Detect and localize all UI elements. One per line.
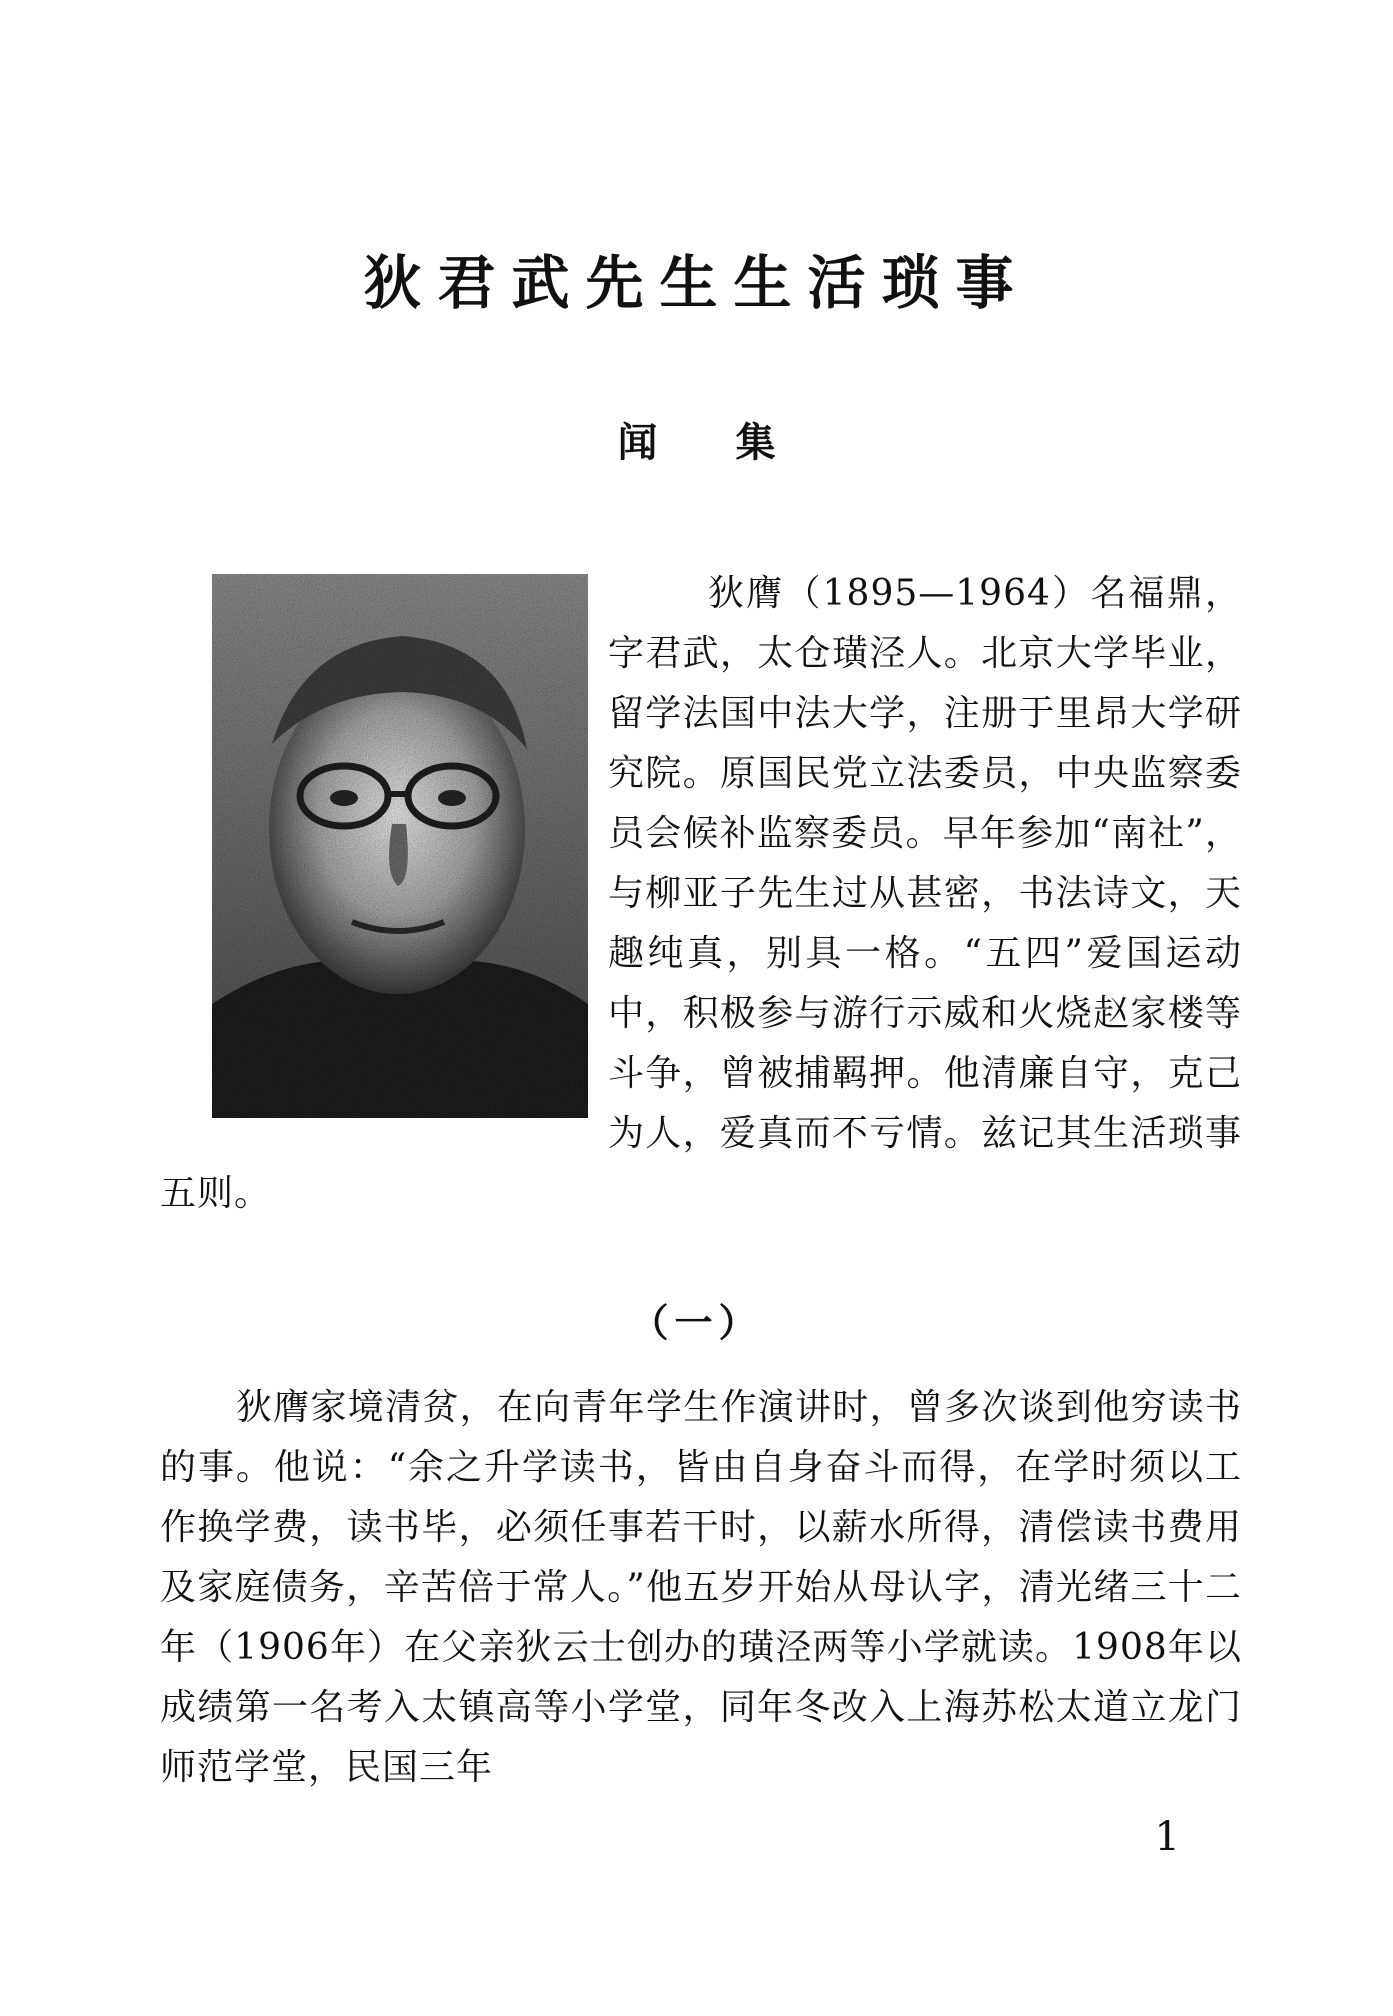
section-heading: （一） xyxy=(630,1301,763,1345)
body-block xyxy=(160,1378,1242,1798)
article-title: 狄君武先生生活琐事 xyxy=(363,249,1030,317)
section-paragraph: 狄膺家境清贫，在向青年学生作演讲时，曾多次谈到他穷读书的事。他说：“余之升学读书，皆由自身奋斗而得，在学时须以工作换学费，读书毕，必须任事若干时，以薪水所得，清偿读书费用及家庭债务，辛苦倍于常人。”他五岁开始从母认字，清光绪三十二年（1906年）在父亲狄云士创办的璜泾两等小学就读。1908年以成绩第一名考入太镇高等小学堂，同年冬改入上海苏松太道立龙门师范学堂，民国三年 xyxy=(160,1387,1242,1788)
intro-paragraph: 狄膺（1895—1964）名福鼎，字君武，太仓璜泾人。北京大学毕业，留学法国中法大学，注册于里昂大学研究院。原国民党立法委员，中央监察委员会候补监察委员。早年参加“南社”，与柳亚子先生过从甚密，书法诗文，天趣纯真，别具一格。“五四”爱国运动中，积极参与游行示威和火烧赵家楼等斗争，曾被捕羁押。他清廉自守，克己为人，爱真而不亏情。兹记其生活琐事五则。 xyxy=(160,573,1242,1214)
page-number: 1 xyxy=(1154,1814,1180,1860)
intro-block xyxy=(160,564,1242,1224)
photo-wrap-spacer xyxy=(160,564,608,1124)
article-author: 闻集 xyxy=(617,420,854,466)
